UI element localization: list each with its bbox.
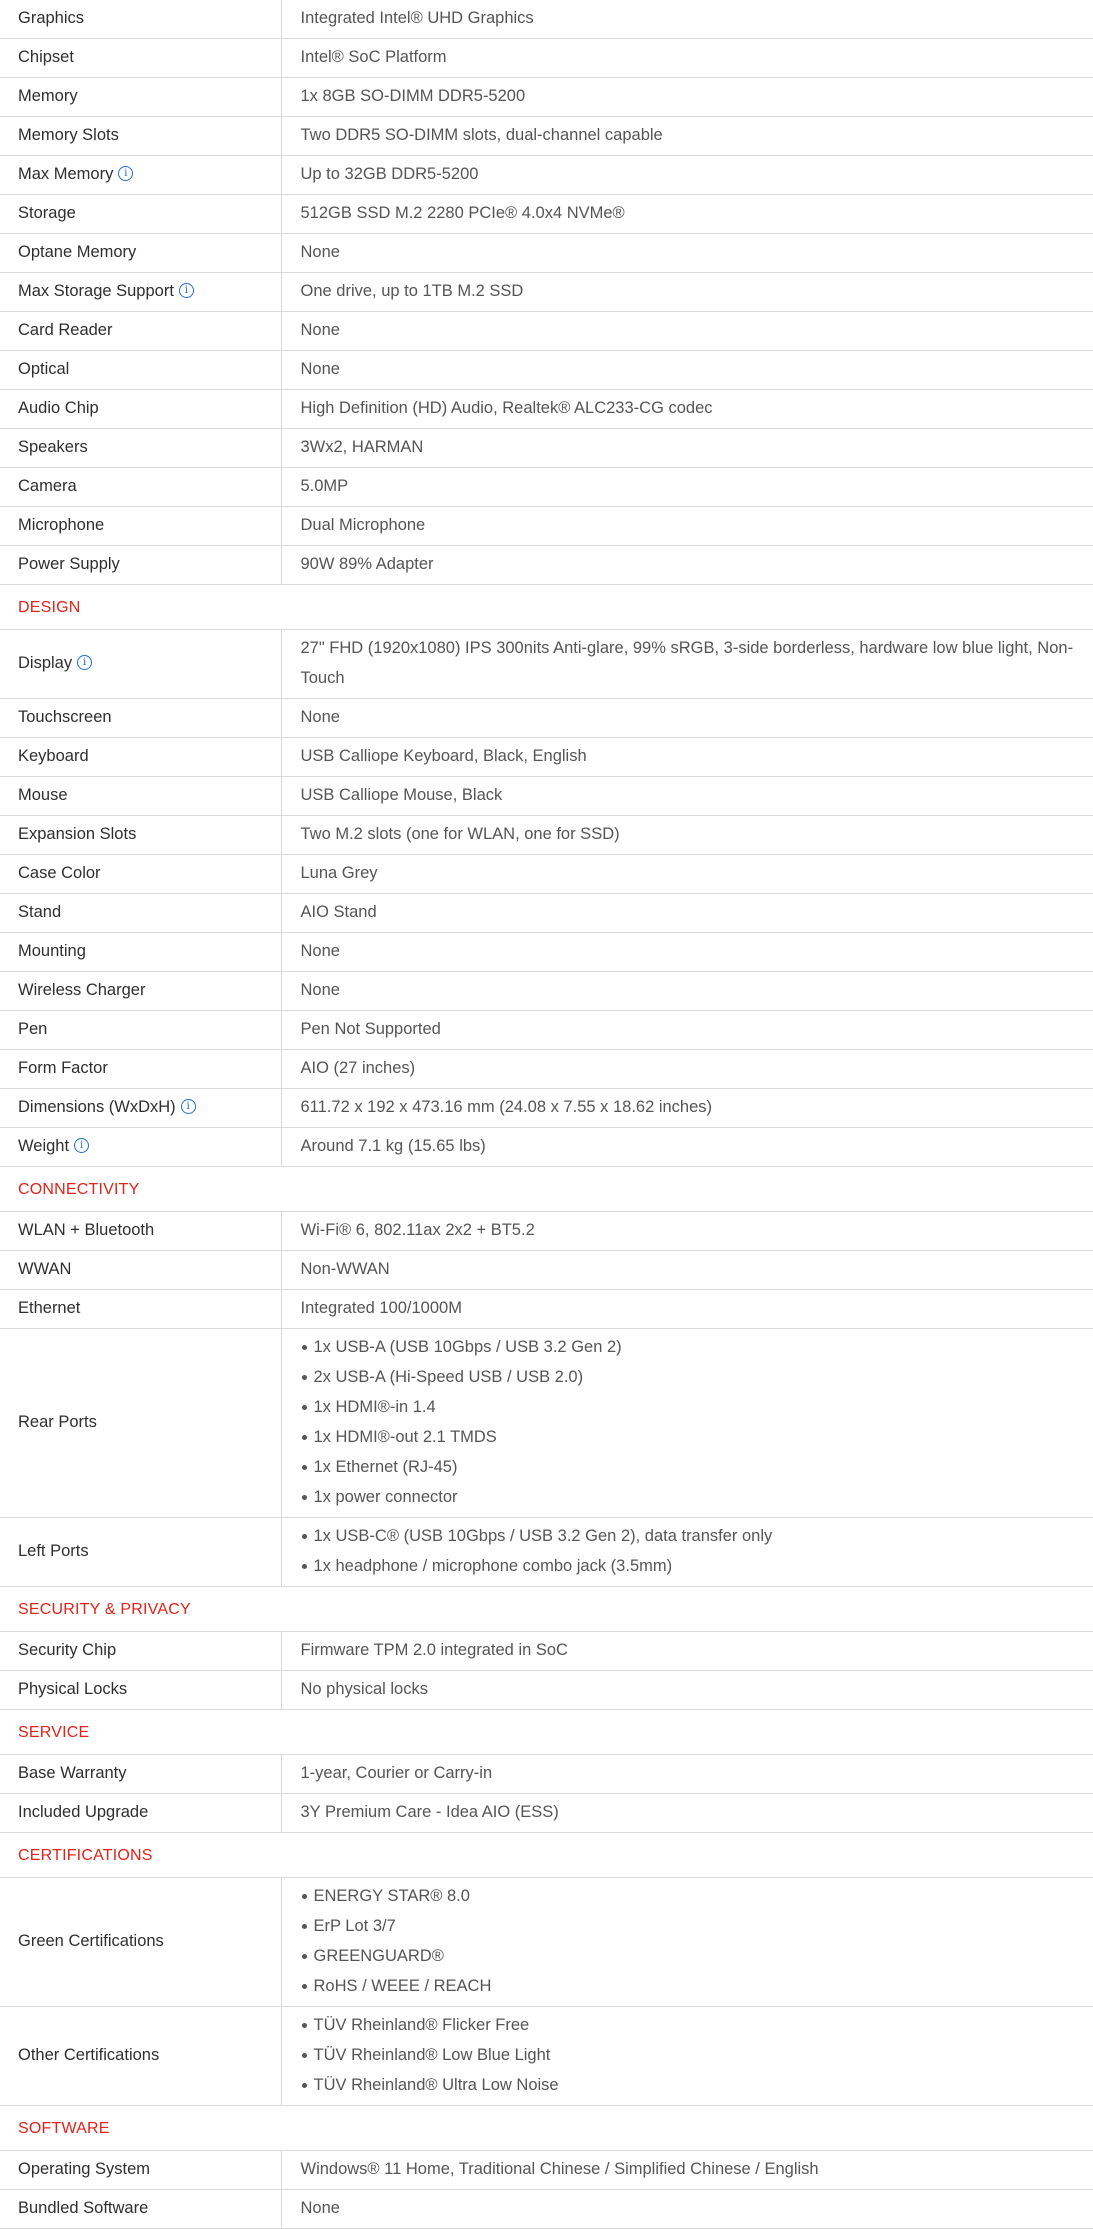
spec-row-form-factor (0, 1050, 1093, 1089)
spec-label: Touchscreen (0, 699, 281, 738)
spec-value: 1-year, Courier or Carry-in (281, 1755, 1093, 1794)
spec-label: Speakers (0, 429, 281, 468)
spec-value: 3Y Premium Care - Idea AIO (ESS) (281, 1794, 1093, 1833)
spec-row-operating-system (0, 2151, 1093, 2190)
spec-value: None (281, 699, 1093, 738)
info-icon[interactable]: i (74, 1138, 89, 1153)
spec-label: Keyboard (0, 738, 281, 777)
spec-value: 611.72 x 192 x 473.16 mm (24.08 x 7.55 x 18.62 inches) (281, 1089, 1093, 1128)
spec-value: No physical locks (281, 1671, 1093, 1710)
spec-label: Dimensions (WxDxH) (18, 1098, 176, 1116)
spec-label: Max Storage Support (18, 282, 174, 300)
spec-value: Firmware TPM 2.0 integrated in SoC (281, 1632, 1093, 1671)
spec-row-ethernet (0, 1290, 1093, 1329)
list-item: TÜV Rheinland® Low Blue Light (301, 2040, 1078, 2070)
spec-label-cell (0, 273, 281, 312)
spec-label: Pen (0, 1011, 281, 1050)
spec-row-max-memory (0, 156, 1093, 195)
spec-value: Windows® 11 Home, Traditional Chinese / Simplified Chinese / English (281, 2151, 1093, 2190)
spec-label: Included Upgrade (0, 1794, 281, 1833)
spec-value: None (281, 972, 1093, 1011)
spec-row-weight (0, 1128, 1093, 1167)
list-item: 1x HDMI®-out 2.1 TMDS (301, 1422, 1078, 1452)
spec-value: USB Calliope Mouse, Black (281, 777, 1093, 816)
spec-value: None (281, 351, 1093, 390)
spec-value: AIO (27 inches) (281, 1050, 1093, 1089)
list-item: TÜV Rheinland® Ultra Low Noise (301, 2070, 1078, 2100)
spec-row-green-certifications (0, 1878, 1093, 2007)
spec-row-mouse (0, 777, 1093, 816)
spec-value: Up to 32GB DDR5-5200 (281, 156, 1093, 195)
spec-label: Chipset (0, 39, 281, 78)
spec-row-optical (0, 351, 1093, 390)
spec-value: 90W 89% Adapter (281, 546, 1093, 585)
section-heading-design (0, 585, 1093, 630)
spec-label: WLAN + Bluetooth (0, 1212, 281, 1251)
spec-value: Non-WWAN (281, 1251, 1093, 1290)
spec-value: Integrated 100/1000M (281, 1290, 1093, 1329)
spec-row-wlan-bluetooth (0, 1212, 1093, 1251)
section-heading-software (0, 2106, 1093, 2151)
spec-label: Rear Ports (0, 1329, 281, 1518)
spec-label: Storage (0, 195, 281, 234)
spec-value: None (281, 312, 1093, 351)
spec-row-touchscreen (0, 699, 1093, 738)
bullet-list (301, 1521, 1078, 1581)
spec-value: AIO Stand (281, 894, 1093, 933)
spec-value: Luna Grey (281, 855, 1093, 894)
spec-row-stand (0, 894, 1093, 933)
spec-label: Green Certifications (0, 1878, 281, 2007)
spec-label-cell (0, 1089, 281, 1128)
spec-row-wwan (0, 1251, 1093, 1290)
spec-value: One drive, up to 1TB M.2 SSD (281, 273, 1093, 312)
spec-value: Two DDR5 SO-DIMM slots, dual-channel capable (281, 117, 1093, 156)
spec-row-graphics (0, 0, 1093, 39)
spec-value-list-cell (281, 1329, 1093, 1518)
list-item: 1x headphone / microphone combo jack (3.5mm) (301, 1551, 1078, 1581)
spec-value: Two M.2 slots (one for WLAN, one for SSD) (281, 816, 1093, 855)
spec-row-speakers (0, 429, 1093, 468)
spec-label: Graphics (0, 0, 281, 39)
spec-value: None (281, 234, 1093, 273)
spec-label: Ethernet (0, 1290, 281, 1329)
spec-label: Left Ports (0, 1518, 281, 1587)
spec-label: Mounting (0, 933, 281, 972)
section-title: SOFTWARE (0, 2106, 1093, 2151)
list-item: 1x Ethernet (RJ-45) (301, 1452, 1078, 1482)
spec-value-list-cell (281, 2007, 1093, 2106)
section-title: SERVICE (0, 1710, 1093, 1755)
spec-row-other-certifications (0, 2007, 1093, 2106)
spec-row-microphone (0, 507, 1093, 546)
spec-label: Mouse (0, 777, 281, 816)
spec-row-base-warranty (0, 1755, 1093, 1794)
list-item: GREENGUARD® (301, 1941, 1078, 1971)
spec-value: USB Calliope Keyboard, Black, English (281, 738, 1093, 777)
spec-label: Audio Chip (0, 390, 281, 429)
spec-row-max-storage-support (0, 273, 1093, 312)
spec-value: 27" FHD (1920x1080) IPS 300nits Anti-glare, 99% sRGB, 3-side borderless, hardware low blue light, Non-Touch (281, 630, 1093, 699)
list-item: ErP Lot 3/7 (301, 1911, 1078, 1941)
spec-row-display (0, 630, 1093, 699)
spec-value: Integrated Intel® UHD Graphics (281, 0, 1093, 39)
spec-row-expansion-slots (0, 816, 1093, 855)
spec-label: Security Chip (0, 1632, 281, 1671)
spec-row-memory (0, 78, 1093, 117)
spec-label: Max Memory (18, 165, 114, 183)
section-heading-connectivity (0, 1167, 1093, 1212)
info-icon[interactable]: i (181, 1099, 196, 1114)
spec-row-card-reader (0, 312, 1093, 351)
spec-value: Wi-Fi® 6, 802.11ax 2x2 + BT5.2 (281, 1212, 1093, 1251)
spec-label: Memory (0, 78, 281, 117)
spec-row-bundled-software (0, 2190, 1093, 2229)
spec-value: None (281, 933, 1093, 972)
spec-row-mounting (0, 933, 1093, 972)
spec-value: Dual Microphone (281, 507, 1093, 546)
spec-label: Card Reader (0, 312, 281, 351)
section-heading-security-privacy (0, 1587, 1093, 1632)
bullet-list (301, 2010, 1078, 2100)
spec-value: High Definition (HD) Audio, Realtek® ALC233-CG codec (281, 390, 1093, 429)
spec-label: Camera (0, 468, 281, 507)
spec-row-audio-chip (0, 390, 1093, 429)
section-title: DESIGN (0, 585, 1093, 630)
section-title: CONNECTIVITY (0, 1167, 1093, 1212)
spec-value: 3Wx2, HARMAN (281, 429, 1093, 468)
spec-label: Weight (18, 1137, 70, 1155)
spec-label: Base Warranty (0, 1755, 281, 1794)
spec-value: Intel® SoC Platform (281, 39, 1093, 78)
spec-value-list-cell (281, 1878, 1093, 2007)
list-item: TÜV Rheinland® Flicker Free (301, 2010, 1078, 2040)
spec-value: 512GB SSD M.2 2280 PCIe® 4.0x4 NVMe® (281, 195, 1093, 234)
spec-row-physical-locks (0, 1671, 1093, 1710)
spec-row-optane-memory (0, 234, 1093, 273)
spec-label: WWAN (0, 1251, 281, 1290)
spec-row-case-color (0, 855, 1093, 894)
spec-label: Display (18, 654, 73, 672)
spec-label: Microphone (0, 507, 281, 546)
spec-value: Around 7.1 kg (15.65 lbs) (281, 1128, 1093, 1167)
spec-label: Optical (0, 351, 281, 390)
spec-row-power-supply (0, 546, 1093, 585)
spec-row-keyboard (0, 738, 1093, 777)
section-heading-service (0, 1710, 1093, 1755)
spec-row-security-chip (0, 1632, 1093, 1671)
spec-label: Memory Slots (0, 117, 281, 156)
spec-row-dimensions (0, 1089, 1093, 1128)
spec-value: Pen Not Supported (281, 1011, 1093, 1050)
spec-value: None (281, 2190, 1093, 2229)
bullet-list (301, 1881, 1078, 2001)
spec-row-camera (0, 468, 1093, 507)
spec-row-wireless-charger (0, 972, 1093, 1011)
spec-label: Wireless Charger (0, 972, 281, 1011)
list-item: ENERGY STAR® 8.0 (301, 1881, 1078, 1911)
list-item: RoHS / WEEE / REACH (301, 1971, 1078, 2001)
spec-row-rear-ports (0, 1329, 1093, 1518)
spec-row-pen (0, 1011, 1093, 1050)
list-item: 1x USB-C® (USB 10Gbps / USB 3.2 Gen 2), data transfer only (301, 1521, 1078, 1551)
spec-label: Power Supply (0, 546, 281, 585)
section-title: SECURITY & PRIVACY (0, 1587, 1093, 1632)
spec-row-storage (0, 195, 1093, 234)
spec-row-included-upgrade (0, 1794, 1093, 1833)
info-icon[interactable]: i (77, 655, 92, 670)
section-title: CERTIFICATIONS (0, 1833, 1093, 1878)
spec-value-list-cell (281, 1518, 1093, 1587)
spec-row-memory-slots (0, 117, 1093, 156)
spec-row-left-ports (0, 1518, 1093, 1587)
spec-label: Bundled Software (0, 2190, 281, 2229)
bullet-list (301, 1332, 1078, 1512)
list-item: 1x USB-A (USB 10Gbps / USB 3.2 Gen 2) (301, 1332, 1078, 1362)
spec-label: Other Certifications (0, 2007, 281, 2106)
info-icon[interactable]: i (179, 283, 194, 298)
section-heading-certifications (0, 1833, 1093, 1878)
list-item: 2x USB-A (Hi-Speed USB / USB 2.0) (301, 1362, 1078, 1392)
info-icon[interactable]: i (118, 166, 133, 181)
spec-label: Stand (0, 894, 281, 933)
spec-label: Form Factor (0, 1050, 281, 1089)
spec-label: Physical Locks (0, 1671, 281, 1710)
spec-row-chipset (0, 39, 1093, 78)
spec-label-cell (0, 156, 281, 195)
spec-label: Case Color (0, 855, 281, 894)
spec-value: 1x 8GB SO-DIMM DDR5-5200 (281, 78, 1093, 117)
list-item: 1x power connector (301, 1482, 1078, 1512)
list-item: 1x HDMI®-in 1.4 (301, 1392, 1078, 1422)
spec-label: Expansion Slots (0, 816, 281, 855)
spec-label-cell (0, 1128, 281, 1167)
spec-label: Operating System (0, 2151, 281, 2190)
spec-label: Optane Memory (0, 234, 281, 273)
spec-value: 5.0MP (281, 468, 1093, 507)
spec-label-cell (0, 630, 281, 699)
